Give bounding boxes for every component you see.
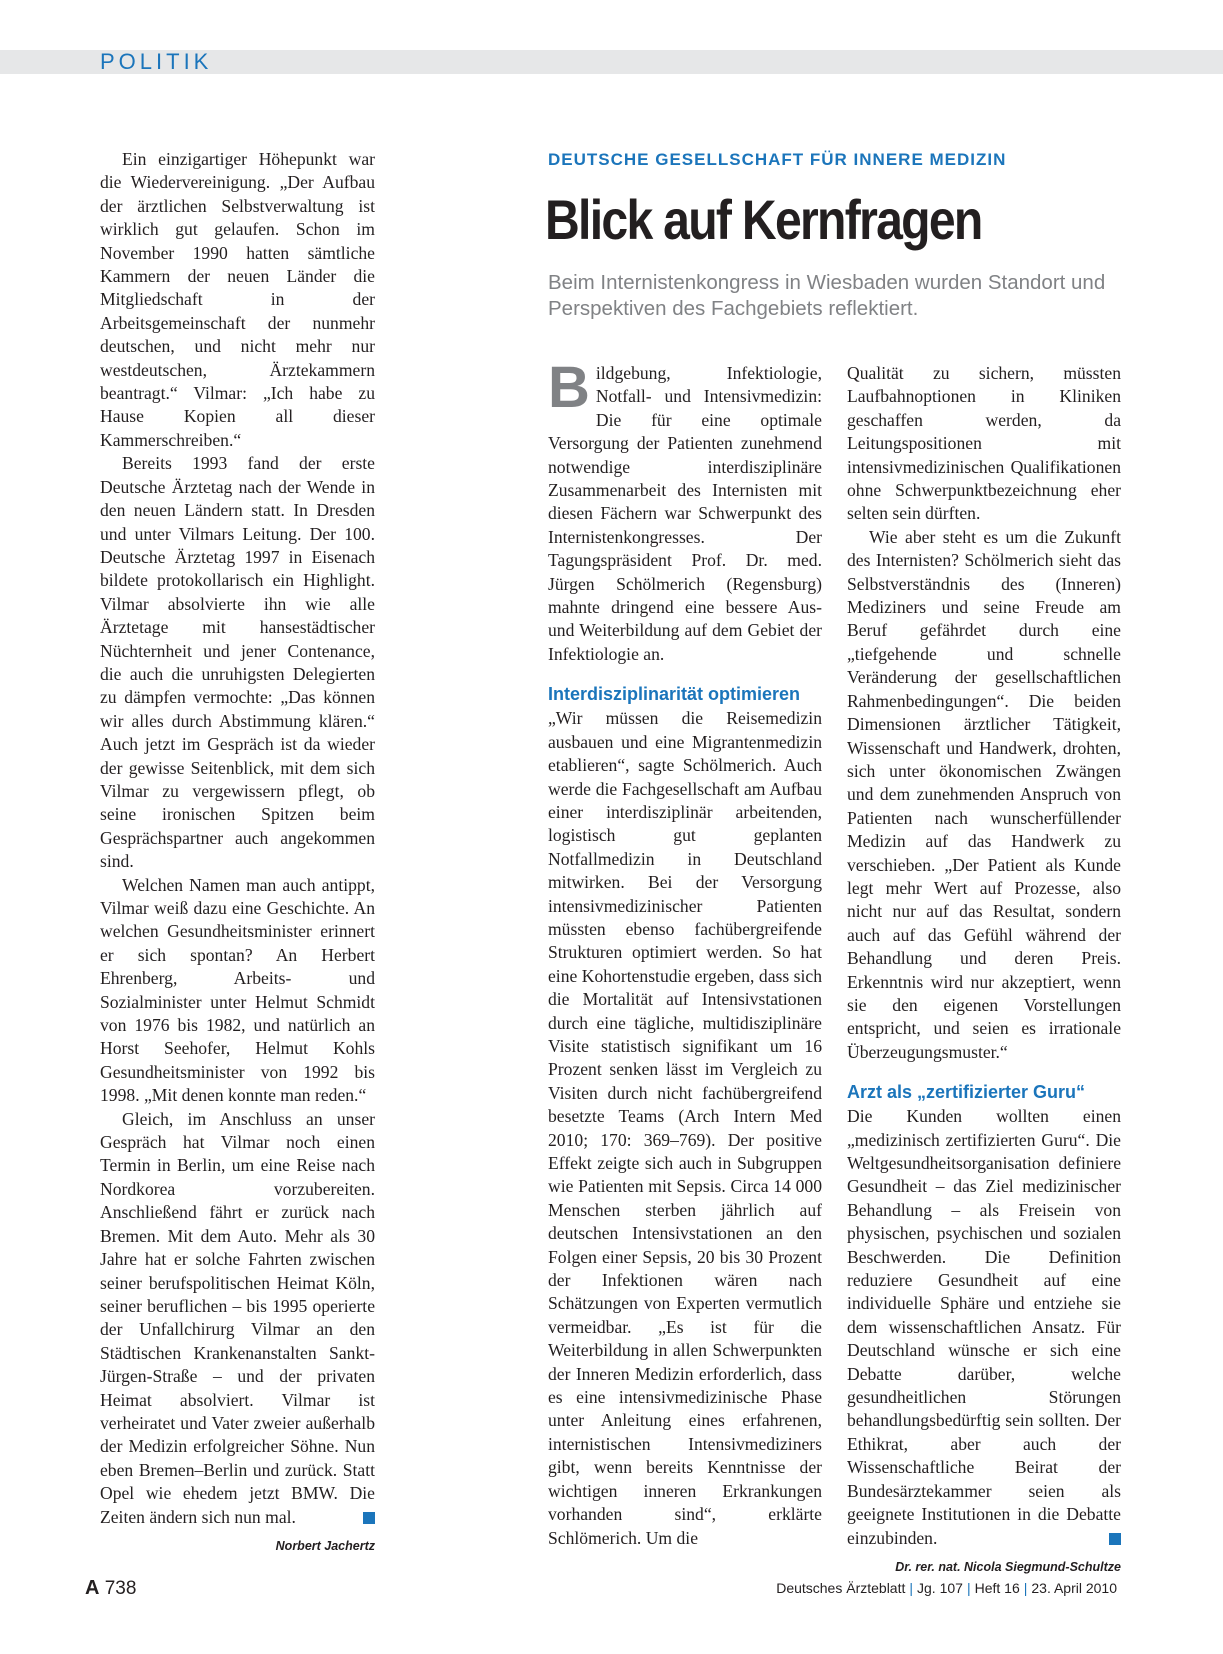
article-column-right — [847, 362, 1121, 1579]
drop-cap: B — [548, 355, 590, 420]
journal-date: 23. April 2010 — [1031, 1580, 1117, 1596]
left-paragraph-text: Gleich, im Anschluss an unser Gespräch hat Vilmar noch einen Termin in Berlin, um eine Reise nach Nordkorea vorzubereiten. Anschließend fährt er zurück nach Bremen. Mit dem Auto. Mehr als 30 Jahre hat er solche Fahrten zwischen seiner berufspolitischen Heimat Köln, seiner beruflichen – bis 1995 operierte der Unfallchirurg Vilmar an den Städtischen Krankenanstalten Sankt-Jürgen-Straße – und der privaten Heimat absolviert. Vilmar ist verheiratet und Vater zweier außerhalb der Medizin erfolgreicher Söhne. Nun eben Bremen–Berlin und zurück. Statt Opel wie ehedem jetzt BMW. Die Zeiten ändern sich nun mal. — [100, 1108, 375, 1527]
journal-issue: Heft 16 — [974, 1580, 1020, 1596]
separator: | — [1023, 1580, 1028, 1596]
left-article-column — [100, 148, 375, 1558]
article-paragraph-text: Die Kunden wollten einen „medizinisch zertifizierten Guru“. Die Weltgesundheitsorganisation definiere Gesundheit – das Ziel medizinischer Behandlung – als Freisein von physischen, psychischen und sozialen Beschwerden. Die Definition reduziere Gesundheit auf eine individuelle Sphäre und entziehe sie dem wissenschaftlichen Ansatz. Für Deutschland wünsche er sich eine Debatte darüber, welche gesundheitlichen Störungen behandlungsbedürftig sein sollten. Der Ethikrat, aber auch der Wissenschaftliche Beirat der Bundesärztekammer seien als geeignete Institutionen in die Debatte einzubinden. — [847, 1106, 1121, 1548]
left-paragraph: Welchen Namen man auch antippt, Vilmar weiß dazu eine Geschichte. An welchen Gesundheitsminister erinnert er sich spontan? An Herbert Ehrenberg, Arbeits- und Sozialminister unter Helmut Schmidt von 1976 bis 1982, und natürlich an Horst Seehofer, Helmut Kohls Gesundheitsminister von 1992 bis 1998. „Mit denen konnte man reden.“ — [100, 874, 375, 1106]
article-paragraph: Qualität zu sichern, müssten Laufbahnoptionen in Kliniken geschaffen werden, da Leitungspositionen mit intensivmedizinischen Qualifikationen ohne Schwerpunktbezeichnung eher selten sein dürften. — [847, 363, 1121, 524]
left-paragraph — [100, 1108, 375, 1529]
subheading: Arzt als „zertifizierter Guru“ — [847, 1082, 1086, 1103]
page-prefix: A — [85, 1577, 100, 1599]
left-paragraph: Ein einzigartiger Höhepunkt war die Wiedervereinigung. „Der Aufbau der ärztlichen Selbstverwaltung ist wirklich gut gelaufen. Schon im November 1990 hatten sämtliche Kammern der neuen Länder die Mitgliedschaft in der Arbeitsgemeinschaft der nunmehr deutschen, und nicht mehr nur westdeutschen, Ärztekammern beantragt.“ Vilmar: „Ich habe zu Hause Kopien all dieser Kammerschreiben.“ — [100, 149, 375, 450]
subheading: Interdisziplinarität optimieren — [548, 684, 801, 705]
article-author-byline: Dr. rer. nat. Nicola Siegmund-Schultze — [895, 1559, 1121, 1574]
journal-name: Deutsches Ärzteblatt — [776, 1580, 906, 1596]
article-paragraph: „Wir müssen die Reisemedizin ausbauen und eine Migrantenmedizin etablieren“, sagte Schölmerich. Auch werde die Fachgesellschaft am Aufbau einer interdisziplinär arbeitenden, logistisch gut geplanten Notfallmedizin in Deutschland mitwirken. Bei der Versorgung intensivmedizinischer Patienten müssten ebenso fachübergreifende Strukturen optimiert werden. So hat eine Kohortenstudie ergeben, dass sich die Mortalität auf Intensivstationen durch eine tägliche, multidisziplinäre Visite statistisch signifikant um 16 Prozent senken lässt im Vergleich zu Visiten durch nicht fachübergreifend besetzte Teams (Arch Intern Med 2010; 170: 369–769). Der positive Effekt zeigte sich auch in Subgruppen wie Patienten mit Sepsis. Circa 14 000 Menschen sterben jährlich auf deutschen Intensivstationen an den Folgen einer Sepsis, 20 bis 30 Prozent der Infektionen wären nach Schätzungen von Experten vermutlich vermeidbar. „Es ist für die Weiterbildung in allen Schwerpunkten der Inneren Medizin erforderlich, dass es eine intensivmedizinische Phase unter Anleitung eines erfahrenen, internistischen Intensivmediziners gibt, wenn bereits Kenntnisse der wichtigen inneren Erkrankungen vorhanden sind“, erklärte Schlömerich. Um die — [548, 708, 822, 1548]
journal-volume: Jg. 107 — [917, 1580, 963, 1596]
separator: | — [966, 1580, 971, 1596]
article-paragraph-text: ildgebung, Infektiologie, Notfall- und Intensivmedizin: Die für eine optimale Versorgung der Patienten zunehmend notwendige interdisziplinäre Zusammenarbeit des Internisten mit diesen Fächern war Schwerpunkt des Internistenkongresses. Der Tagungspräsident Prof. Dr. med. Jürgen Schölmerich (Regensburg) mahnte dringend eine bessere Aus- und Weiterbildung auf dem Gebiet der Infektiologie an. — [548, 363, 822, 664]
article-column-middle — [548, 355, 822, 1550]
journal-info — [776, 1580, 1117, 1596]
page-number-value: 738 — [104, 1578, 137, 1599]
end-mark-icon — [363, 1512, 375, 1524]
end-mark-icon — [1109, 1533, 1121, 1545]
article-headline: Blick auf Kernfragen — [545, 188, 982, 251]
separator: | — [909, 1580, 914, 1596]
article-paragraph: Wie aber steht es um die Zukunft des Internisten? Schölmerich sieht das Selbstverständnis des (Inneren) Mediziners und seine Freude am Beruf gefährdet durch eine „tiefgehende und schnelle Veränderung der gesellschaftlichen Rahmenbedingungen“. Die beiden Dimensionen ärztlicher Tätigkeit, Wissenschaft und Handwerk, drohten, sich unter ökonomischen Zwängen und dem zunehmenden Anspruch von Patienten nach wunscherfüllender Medizin auf das Handwerk zu verschieben. „Der Patient als Kunde legt mehr Wert auf Prozesse, also nicht nur auf das Resultat, sondern auch auf das Gefühl während der Behandlung und deren Preis. Erkenntnis wird nur akzeptiert, wenn sie den eigenen Vorstellungen entspricht, und seien es irrationale Überzeugungsmuster.“ — [847, 526, 1121, 1062]
left-paragraph: Bereits 1993 fand der erste Deutsche Ärztetag nach der Wende in den neuen Ländern statt. In Dresden und unter Vilmars Leitung. Der 100. Deutsche Ärztetag 1997 in Eisenach bildete protokollarisch ein Highlight. Vilmar absolvierte ihn wie alle Ärztetage mit hansestädtischer Nüchternheit und jener Contenance, die auch die unruhigsten Delegierten zu dämpfen vermochte: „Das können wir alles durch Abstimmung klären.“ Auch jetzt im Gespräch ist da wieder der gewisse Seitenblick, mit dem sich Vilmar zu vergewissern pflegt, ob seine ironischen Spitzen beim Gesprächspartner auch angekommen sind. — [100, 453, 375, 872]
section-label: POLITIK — [100, 49, 213, 74]
article-paragraph — [847, 1105, 1121, 1550]
left-author-byline: Norbert Jachertz — [275, 1538, 375, 1553]
article-kicker: DEUTSCHE GESELLSCHAFT FÜR INNERE MEDIZIN — [548, 150, 1007, 169]
article-subtitle: Beim Internistenkongress in Wiesbaden wurden Standort und Perspektiven des Fachgebiets reflektiert. — [548, 271, 1106, 320]
page-number — [85, 1577, 136, 1600]
article-paragraph — [548, 355, 822, 666]
